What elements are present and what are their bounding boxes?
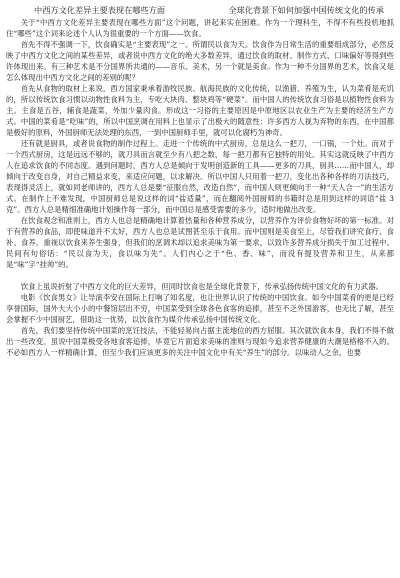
paragraph-dietary-concepts: 在饮食观念和准则上，西方人也总是精确地计算着热量和各种营养成分，以营养作为评价食物好坏的第一标准。对于有营养的食品，即使味道并不太好，西方人也总是试图甚至乐于食用。而中国则是美食至上，尽管我们讲究食疗、食补、食养，重视以饮食来养生强身，但我们的烹调术却以追求美味为第一要求，以致许多营养成分损失于加工过程中。民间有句俗话：“民以食为天，食以味为先”。人们内心之于“色、香、味”，而没有提及营养和卫生，从来都是“味”字“挂帅”的。 [6, 216, 394, 269]
page-header [6, 5, 394, 16]
header-left-title: 中西方文化差异主要表现在哪些方面 [34, 5, 166, 15]
paragraph-cookware: 还有就是厨具，或者说食物的制作过程上。走进一个传统的中式厨房，总是这么一把刀，一口锅，一个灶。而对于一个西式厨房，这是远远不够的，就刀具而言就至少有八把之数，每一把刀都有它独特的用处。其实这就反映了中西方人在追求饮食的不同态度。遇到问题时，西方人总是倾向于发明创造新的工具——更多的刀具，厨具……而中国人，却倾向于改变自身，对自己精益求变，来适应问题，以求解决。所以中国人只用着一把刀，变化出各种各样的刀法技巧，表现得灵活上，就如同老师讲的，西方人总是要“征服自然，改造自然”，而中国人则更倾向于一种“天人合一”的生活方式。在制作上不难发现，中国厨师总是说这样的词“盐适量”，而在翻阅外国厨师的书籍时总是用到这样的词语“盐 3 克”。西方人总是精细准确地计划操作每一部分，而中国总是感受需要的多少，适时地做出改变。 [6, 139, 394, 214]
paragraph-transition: 饮食上虽说折射了中西方文化的巨大差异，但同时饮食也是全球化背景下，传承弘扬传统中国文化的有力武器。 [20, 282, 383, 291]
paragraph-intro: 关于“中西方文化差异主要表现在哪些方面”这个问题，讲起来实在困难。作为一个理科生，不得不有些投机地抓住“哪些”这个词来论述个人认为很重要的一个方面——饮食。 [6, 18, 394, 38]
header-right-title: 全球化背景下如何加强中国传统文化的传承 [228, 5, 384, 15]
paragraph-film-example: 电影《饮食男女》让导演李安在国际上打响了知名度，也让世界认识了传统的中国饮食。如今中国菜肴的更是已经享誉国际，国外大大小小的中餐馆层出不穷，中国菜受到全球各色食客的追捧，甚至不乏外国游客，也无比了解，甚至会掌握不少中国厨艺，借助这一优势，以饮食作为媒介传承弘扬中国传统文化。 [6, 293, 394, 324]
paragraph-diet-importance: 首先不得不强调一下，饮食确实是“主要表现”之一。所谓民以食为天。饮食作为日常生活的重要组成部分，必然反映了中西方文化之间的某些差异，或者说中西方文化的绝大多数差异，通过饮食的取材、制作方式、口味偏好等得到些许体现出来。有三种艺术是不分国界所共通的——音乐、美术，另一个就是美食。作为一种不分国界的艺术，饮食又是怎么体现出中西方文化之间的差别的呢？ [6, 40, 394, 82]
paragraph-gap [6, 270, 394, 281]
paragraph-ingredients: 首先从食物的取材上来说，西方国家秉承着游牧民族、航海民族的文化传统，以渔猎、养殖为生，认为菜肴是充饥的，所以传统饮食习惯以动物性食料为主，专吃大块肉、整块鸡等“硬菜”。而中国人的传统饮食习俗是以植物性食料为主。主食是五谷，辅食是蔬菜，外加少量肉食。形成这一习俗的主要原因是中原地区以农业生产为主要的经济生产方式。中国的菜肴是“吃味”的，所以中国烹调在用料上也显示了出极大的随意性：许多西方人视为弃物的东西，在中国都是极好的原料，外国厨师无法处理的东西，一到中国厨师手里，就可以化腐朽为神奇。 [6, 84, 394, 137]
paragraph-recommendations: 首先，我们要坚持传统中国菜的烹饪技法，不能轻易向占据主流地位的西方屈服。其次就饮食本身，我们不得不做出一些改变。虽说中国菜极受各地食客追捧，毕竟它片面追求美味的准则与现如今追求营养健康的大潮是格格不入的。不必如西方人一样精确计算，但至少我们应该更多的关注中国文化中有关“养生”的部分。以味动人之余，也要 [6, 326, 394, 357]
